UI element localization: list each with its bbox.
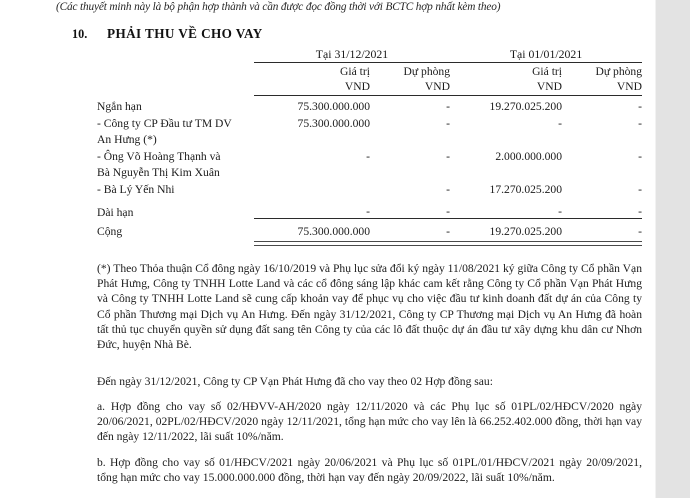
- colheader-value-current: Giá trị: [340, 65, 370, 78]
- empty-cell: [450, 130, 562, 146]
- receivables-table: [97, 47, 642, 246]
- row-label: - Công ty CP Đầu tư TM DV: [97, 117, 232, 130]
- empty-cell: [450, 163, 562, 179]
- row-provision-prior: -: [638, 183, 643, 196]
- row-value-prior: 2.000.000.000: [495, 150, 563, 163]
- total-value-current: 75.300.000.000: [254, 219, 370, 239]
- total-value-prior: 19.270.025.200: [450, 219, 562, 239]
- star-footnote-paragraph: (*) Theo Thỏa thuận Cổ đông ngày 16/10/2019 và Phụ lục sửa đổi ký ngày 11/08/2021 ký giữa Công ty Cổ phần Vạn Phát Hưng, Công ty TNHH Lotte Land và các cổ đông sáng lập khác cam kết rằng Công ty Cổ phần Vạn Phát Hưng và Công ty TNHH Lotte Land sẽ cung cấp khoản vay để phục vụ cho việc đầu tư kinh doanh đất dự án của Công ty Cổ phần Thương mại Dịch vụ An Hưng. Đến ngày 31/12/2021, Công ty CP Thương mại Dịch vụ An Hưng đã hoàn tất thủ tục chuyển quyền sử dụng đất sang tên Công ty của các lô đất thuộc dự án đầu tư xây dựng khu dân cư Nhơn Đức, huyện Nhà Bè.: [97, 262, 642, 352]
- row-label: Dài hạn: [97, 205, 134, 219]
- colheader-provision-current: Dự phòng: [403, 65, 451, 78]
- row-provision-current: -: [446, 150, 451, 163]
- row-provision-prior: -: [638, 117, 643, 130]
- loan-contract-b-paragraph: b. Hợp đồng cho vay số 01/HĐCV/2021 ngày 20/06/2021 và Phụ lục số 01PL/01/HĐCV/2021 ngày 20/09/2021, tổng hạn mức cho vay 15.000.000.000 đồng, thời hạn vay đến ngày 20/09/2022, lãi suất 10%/năm.: [97, 456, 642, 485]
- row-value-prior: 17.270.025.200: [489, 183, 563, 196]
- row-label: - Bà Lý Yến Nhi: [97, 183, 175, 196]
- table-row-continuation: [97, 163, 642, 179]
- row-value-prior: -: [558, 205, 563, 218]
- row-value-current: [254, 179, 370, 196]
- group-header-prior: Tại 01/01/2021: [509, 47, 583, 61]
- table-row: [97, 196, 642, 219]
- currency-value-current: VND: [344, 80, 370, 93]
- dbl2-p2: [562, 242, 642, 246]
- currency-value-prior: VND: [536, 80, 563, 93]
- note-number: 10.: [72, 27, 88, 41]
- table-row: [97, 179, 642, 196]
- table-currency-header-row: [97, 78, 642, 95]
- loan-contract-a-paragraph: a. Hợp đồng cho vay số 02/HĐVV-AH/2020 ngày 12/11/2020 và các Phụ lục số 01PL/02/HĐCV/2020 ngày 20/06/2021, 02PL/02/HĐCV/2020 ngày 12/11/2021, tổng hạn mức cho vay lên là 66.252.402.000 đồng, thời hạn vay đến ngày 12/11/2022, lãi suất 10%/năm.: [97, 400, 642, 444]
- empty-cell: [254, 130, 370, 146]
- table-column-header-row: [97, 63, 642, 79]
- total-provision-current: -: [370, 219, 450, 239]
- row-provision-current: -: [446, 100, 451, 113]
- row-provision-prior: -: [638, 150, 643, 163]
- dbl-spacer-2: [97, 242, 254, 246]
- row-label-second-line: Bà Nguyễn Thị Kim Xuân: [97, 166, 220, 179]
- table-row: [97, 113, 642, 130]
- row-label: Ngắn hạn: [97, 100, 142, 113]
- row-value-current: -: [366, 150, 370, 163]
- table-group-header-row: [97, 47, 642, 62]
- row-provision-current: -: [446, 183, 451, 196]
- page-title: PHẢI THU VỀ CHO VAY: [107, 26, 263, 41]
- total-provision-prior: -: [562, 219, 642, 239]
- row-provision-current: -: [446, 117, 451, 130]
- row-value-current: 75.300.000.000: [297, 100, 370, 113]
- group-header-current: Tại 31/12/2021: [315, 47, 389, 61]
- empty-cell: [562, 163, 642, 179]
- row-value-current: 75.300.000.000: [297, 117, 370, 130]
- scan-page-edge: [655, 0, 690, 498]
- page-header-note: (Các thuyết minh này là bộ phận hợp thành và cần được đọc đồng thời với BCTC hợp nhất kèm theo): [56, 1, 501, 13]
- empty-cell: [370, 130, 450, 146]
- currency-provision-prior: VND: [616, 80, 643, 93]
- table-row-continuation: [97, 130, 642, 146]
- total-label: Cộng: [97, 225, 123, 238]
- table-total-row: [97, 219, 642, 239]
- row-provision-prior: -: [638, 205, 643, 218]
- receivables-table-wrapper: [97, 47, 642, 246]
- table-row: [97, 96, 642, 114]
- table-row: [97, 146, 642, 163]
- dbl2-v2: [450, 242, 562, 246]
- currency-provision-current: VND: [424, 80, 451, 93]
- dbl2-p1: [370, 242, 450, 246]
- row-value-prior: -: [558, 117, 563, 130]
- row-value-current: -: [366, 205, 370, 218]
- spacer-cell: [97, 47, 254, 62]
- total-underline-row-2: [97, 242, 642, 246]
- dbl2-v1: [254, 242, 370, 246]
- row-provision-current: -: [446, 205, 451, 218]
- empty-cell: [254, 163, 370, 179]
- row-provision-prior: -: [638, 100, 643, 113]
- loan-intro-paragraph: Đến ngày 31/12/2021, Công ty CP Vạn Phát Hưng đã cho vay theo 02 Hợp đồng sau:: [97, 375, 493, 388]
- colheader-value-prior: Giá trị: [532, 65, 563, 78]
- empty-cell: [370, 163, 450, 179]
- empty-cell: [562, 130, 642, 146]
- spacer-cell-2: [97, 63, 254, 79]
- row-label: - Ông Võ Hoàng Thạnh và: [97, 150, 221, 163]
- row-value-prior: 19.270.025.200: [489, 100, 563, 113]
- colheader-provision-prior: Dự phòng: [595, 65, 643, 78]
- row-label-second-line: An Hưng (*): [97, 133, 157, 146]
- spacer-cell-3: [97, 78, 254, 95]
